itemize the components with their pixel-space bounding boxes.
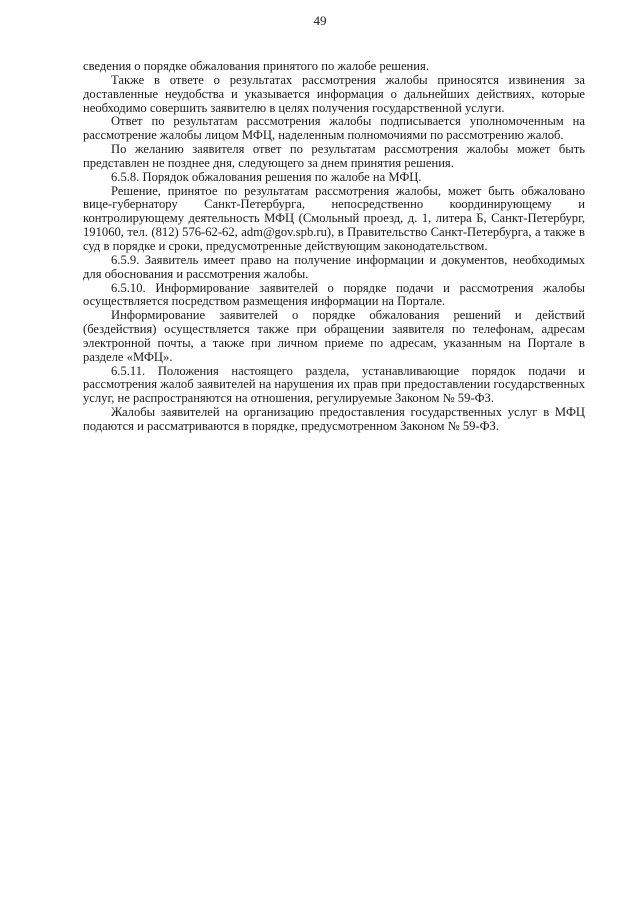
paragraph: Жалобы заявителей на организацию предоставления государственных услуг в МФЦ подаются и рассматриваются в порядке, предусмотренном Законом № 59-ФЗ. — [83, 405, 585, 433]
body-text — [83, 60, 585, 434]
paragraph: По желанию заявителя ответ по результатам рассмотрения жалобы может быть представлен не позднее дня, следующего за днем принятия решения. — [83, 142, 585, 170]
section-heading: 6.5.8. Порядок обжалования решения по жалобе на МФЦ. — [111, 169, 422, 184]
paragraph: Также в ответе о результатах рассмотрения жалобы приносятся извинения за доставленные неудобства и указывается информация о дальнейших действиях, которые необходимо совершить заявителю в целях получения государственной услуги. — [83, 72, 585, 115]
paragraph: 6.5.11. Положения настоящего раздела, устанавливающие порядок подачи и рассмотрения жалоб заявителей на нарушения их прав при предоставлении государственных услуг, не распространяются на отношения, регулируемые Законом № 59-ФЗ. — [83, 363, 585, 406]
paragraph: Ответ по результатам рассмотрения жалобы подписывается уполномоченным на рассмотрение жалобы лицом МФЦ, наделенным полномочиями по рассмотрению жалоб. — [83, 114, 585, 143]
paragraph: Информирование заявителей о порядке обжалования решений и действий (бездействия) осуществляется также при обращении заявителя по телефонам, адресам электронной почты, а также при личном приеме по адресам, указанным на Портале в разделе «МФЦ». — [83, 308, 585, 364]
paragraph: сведения о порядке обжалования принятого по жалобе решения. — [83, 59, 429, 73]
page-number: 49 — [313, 13, 327, 28]
paragraph: Решение, принятое по результатам рассмотрения жалобы, может быть обжаловано вице-губернатору Санкт-Петербурга, непосредственно координирующему и контролирующему деятельность МФЦ (Смольный проезд, д. 1, литера Б, Санкт-Петербург, 191060, тел. (812) 576-62-62, adm@gov.spb.ru), в Правительство Санкт-Петербурга, а также в суд в порядке и сроки, предусмотренные действующим законодательством. — [83, 183, 585, 253]
paragraph: 6.5.9. Заявитель имеет право на получение информации и документов, необходимых для обоснования и рассмотрения жалобы. — [83, 252, 585, 281]
paragraph: 6.5.10. Информирование заявителей о порядке подачи и рассмотрения жалобы осуществляется посредством размещения информации на Портале. — [83, 280, 585, 309]
